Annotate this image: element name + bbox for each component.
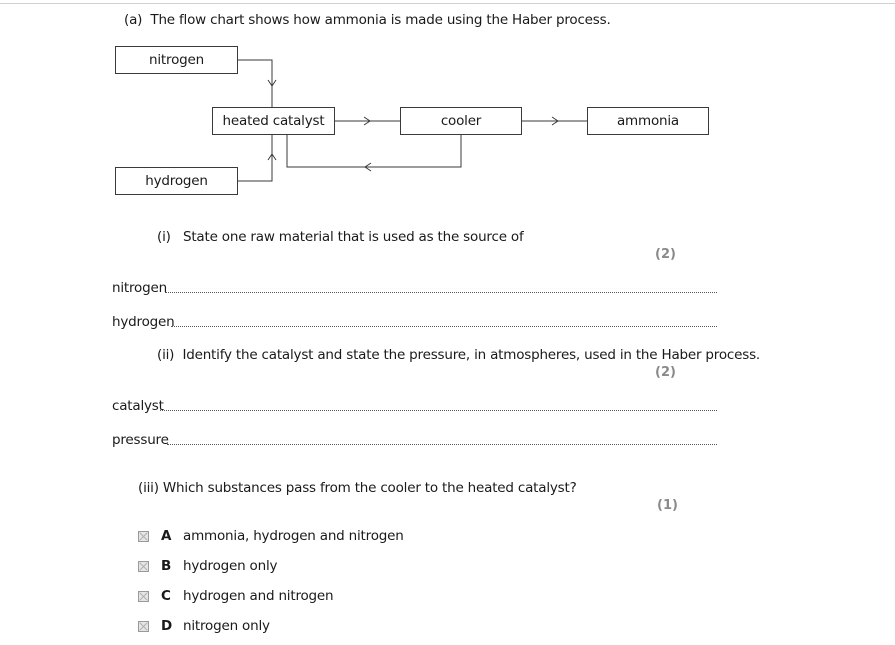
checkbox-icon[interactable] (138, 561, 149, 572)
option-b-letter: B (161, 558, 172, 574)
part-i-label: (i) (157, 229, 171, 245)
nitrogen-box (115, 46, 238, 74)
option-d[interactable] (138, 618, 270, 634)
option-c[interactable] (138, 588, 333, 604)
part-iii-question (138, 480, 577, 496)
heated-catalyst-box-label: heated catalyst (222, 113, 325, 129)
option-a-text: ammonia, hydrogen and nitrogen (183, 528, 404, 544)
nitrogen-answer-line[interactable] (165, 292, 717, 293)
part-ii-question (157, 347, 760, 363)
part-i-text: State one raw material that is used as the source of (182, 229, 524, 245)
checkbox-icon[interactable] (138, 591, 149, 602)
catalyst-answer-line[interactable] (160, 410, 717, 411)
option-b[interactable] (138, 558, 277, 574)
cooler-box (400, 107, 522, 135)
ammonia-box (587, 107, 709, 135)
part-iii-label: (iii) (138, 480, 159, 496)
question-a-heading (124, 12, 611, 28)
hydrogen-connector (238, 135, 272, 181)
recycle-connector (287, 135, 461, 167)
option-d-letter: D (161, 618, 173, 634)
nitrogen-answer-label: nitrogen (112, 280, 167, 296)
hydrogen-answer-line[interactable] (171, 326, 717, 327)
cooler-to-ammonia-arrowhead-icon (552, 117, 558, 125)
catalyst-answer-label: catalyst (112, 398, 164, 414)
heated-catalyst-box (212, 107, 335, 135)
question-a-text: The flow chart shows how ammonia is made using the Haber process. (150, 12, 611, 28)
part-i-marks: (2) (655, 247, 676, 262)
part-ii-marks: (2) (655, 365, 676, 380)
page-top-rule (0, 3, 895, 4)
option-a[interactable] (138, 528, 404, 544)
part-ii-text: Identify the catalyst and state the pressure, in atmospheres, used in the Haber process. (182, 347, 760, 363)
hydrogen-box (115, 167, 238, 195)
option-b-text: hydrogen only (183, 558, 278, 574)
pressure-answer-line[interactable] (167, 444, 717, 445)
hydrogen-answer-label: hydrogen (112, 314, 175, 330)
cooler-box-label: cooler (440, 113, 482, 129)
nitrogen-arrowhead-icon (268, 80, 276, 86)
checkbox-icon[interactable] (138, 621, 149, 632)
part-iii-marks: (1) (657, 498, 678, 513)
option-d-text: nitrogen only (183, 618, 270, 634)
nitrogen-box-label: nitrogen (149, 52, 204, 68)
checkbox-icon[interactable] (138, 531, 149, 542)
part-ii-label: (ii) (157, 347, 175, 363)
part-i-question (157, 229, 524, 245)
ammonia-box-label: ammonia (616, 113, 679, 129)
pressure-answer-label: pressure (112, 432, 169, 448)
catalyst-to-cooler-arrowhead-icon (364, 117, 370, 125)
question-a-label: (a) (124, 12, 143, 28)
option-c-letter: C (161, 588, 171, 604)
option-a-letter: A (161, 528, 172, 544)
part-iii-text: Which substances pass from the cooler to the heated catalyst? (162, 480, 577, 496)
hydrogen-box-label: hydrogen (145, 173, 208, 189)
recycle-arrowhead-icon (365, 163, 371, 171)
hydrogen-arrowhead-icon (268, 154, 276, 160)
nitrogen-connector (238, 60, 272, 107)
option-c-text: hydrogen and nitrogen (183, 588, 334, 604)
